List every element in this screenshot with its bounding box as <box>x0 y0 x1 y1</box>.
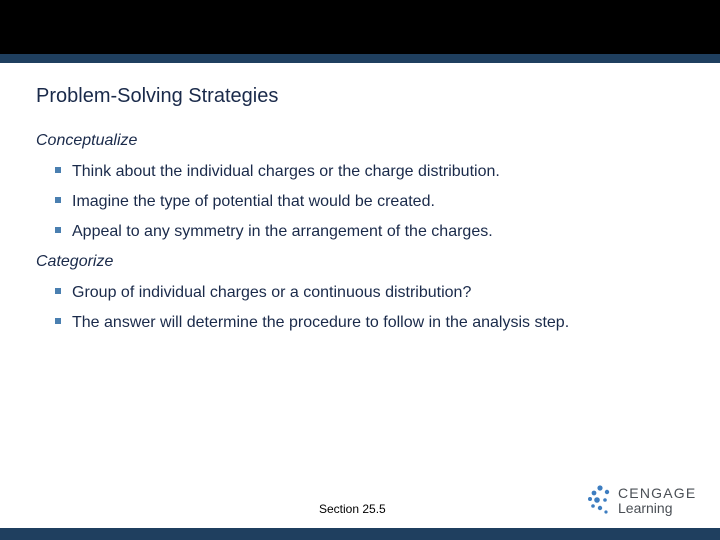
top-band <box>0 0 720 54</box>
heading-categorize: Categorize <box>36 253 114 270</box>
top-rule <box>0 54 720 63</box>
bullet-text: The answer will determine the procedure to follow in the analysis step. <box>72 314 570 331</box>
bullet-categorize-1 <box>55 284 471 302</box>
bullet-conceptualize-2 <box>55 193 435 211</box>
bullet-text: Group of individual charges or a continuous distribution? <box>72 284 472 301</box>
bullet-marker-icon <box>55 227 61 233</box>
bullet-categorize-2 <box>55 314 569 332</box>
logo-subtitle: Learning <box>618 500 673 516</box>
bullet-conceptualize-1 <box>55 163 500 181</box>
bullet-text: Imagine the type of potential that would be created. <box>72 193 435 210</box>
heading-conceptualize: Conceptualize <box>36 132 138 149</box>
cengage-logo <box>586 484 696 518</box>
slide-title: Problem-Solving Strategies <box>36 85 279 107</box>
bullet-text: Think about the individual charges or the charge distribution. <box>72 163 500 180</box>
bullet-marker-icon <box>55 318 61 324</box>
logo-name: CENGAGE <box>618 485 697 501</box>
bottom-rule <box>0 528 720 540</box>
bullet-marker-icon <box>55 197 61 203</box>
bullet-conceptualize-3 <box>55 223 493 241</box>
bullet-text: Appeal to any symmetry in the arrangement of the charges. <box>72 223 493 240</box>
cengage-dots-icon <box>586 484 616 518</box>
bullet-marker-icon <box>55 288 61 294</box>
section-label: Section 25.5 <box>319 502 386 516</box>
bullet-marker-icon <box>55 167 61 173</box>
